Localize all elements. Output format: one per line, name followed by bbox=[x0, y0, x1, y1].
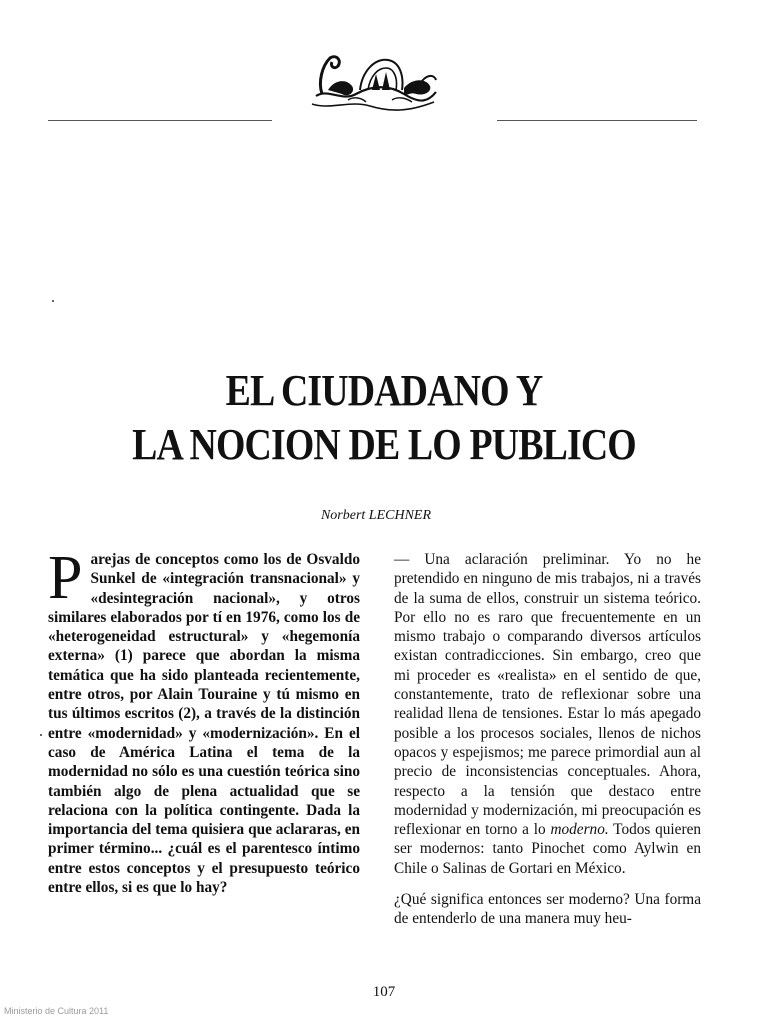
right-column bbox=[394, 550, 701, 929]
question-text: arejas de conceptos como los de Osvaldo Sunkel de «integración transnacional» y «desintegración nacional», y otros similares elaborados por tí en 1976, como los de «heterogeneidad estructural» y «hegemonía externa» (1) parece que abordan la misma temática que ha sido planteada recientemente, entre otros, por Alain Touraine y tú mismo en tus últimos escritos (2), a través de la distinción entre «modernidad» y «modernización». En el caso de América Latina el tema de la modernidad no sólo es una cuestión teórica sino también algo de plena actualidad que se relaciona con la política contingente. Dada la importancia del tema quisiera que aclararas, en primer término... ¿cuál es el parentesco íntimo entre estos conceptos y el presupuesto teórico entre ellos, si es que lo hay? bbox=[48, 551, 360, 897]
answer-paragraph-1-end: Todos quieren ser modernos: tanto Pinochet como Aylwin en Chile o Salinas de Gortari en México. bbox=[394, 821, 702, 877]
article-title-line-1: EL CIUDADANO Y bbox=[225, 366, 543, 415]
answer-emphasis: moderno. bbox=[550, 821, 609, 839]
answer-paragraph-1 bbox=[394, 550, 701, 878]
footer-credit: Ministerio de Cultura 2011 bbox=[4, 1006, 109, 1016]
scan-speck bbox=[52, 300, 54, 302]
answer-paragraph-2: ¿Qué significa entonces ser moderno? Una forma de entenderlo de una manera muy heu- bbox=[394, 891, 701, 928]
drop-cap: P bbox=[48, 544, 83, 612]
article-title-line-2: LA NOCION DE LO PUBLICO bbox=[132, 420, 636, 469]
left-column bbox=[48, 544, 360, 897]
page-number: 107 bbox=[372, 984, 396, 1000]
scan-speck bbox=[40, 734, 42, 736]
header-rule-left bbox=[48, 120, 272, 121]
article-title bbox=[54, 364, 714, 472]
answer-paragraph-1-text: — Una aclaración preliminar. Yo no he pretendido en ninguno de mis trabajos, ni a través de la suma de ellos, construir un sistema teórico. Por ello no es raro que frecuentemente en un mismo trabajo o comparando diversos artículos existan contradicciones. Sin embargo, creo que mi proceder es «realista» en el sentido de que, constantemente, trato de reflexionar sobre una realidad llena de tensiones. Estar lo más apegado posible a los procesos sociales, llenos de nichos opacos y espejismos; me parece primordial aun al precio de inconsistencias conceptuales. Ahora, respecto a la tensión que destaco entre modernidad y modernización, mi preocupación es reflexionar en torno a lo bbox=[394, 551, 701, 839]
header-rule-right bbox=[497, 120, 697, 121]
question-paragraph bbox=[48, 544, 360, 897]
article-author: Norbert LECHNER bbox=[320, 508, 432, 523]
sea-creature-vignette-icon bbox=[308, 44, 440, 116]
